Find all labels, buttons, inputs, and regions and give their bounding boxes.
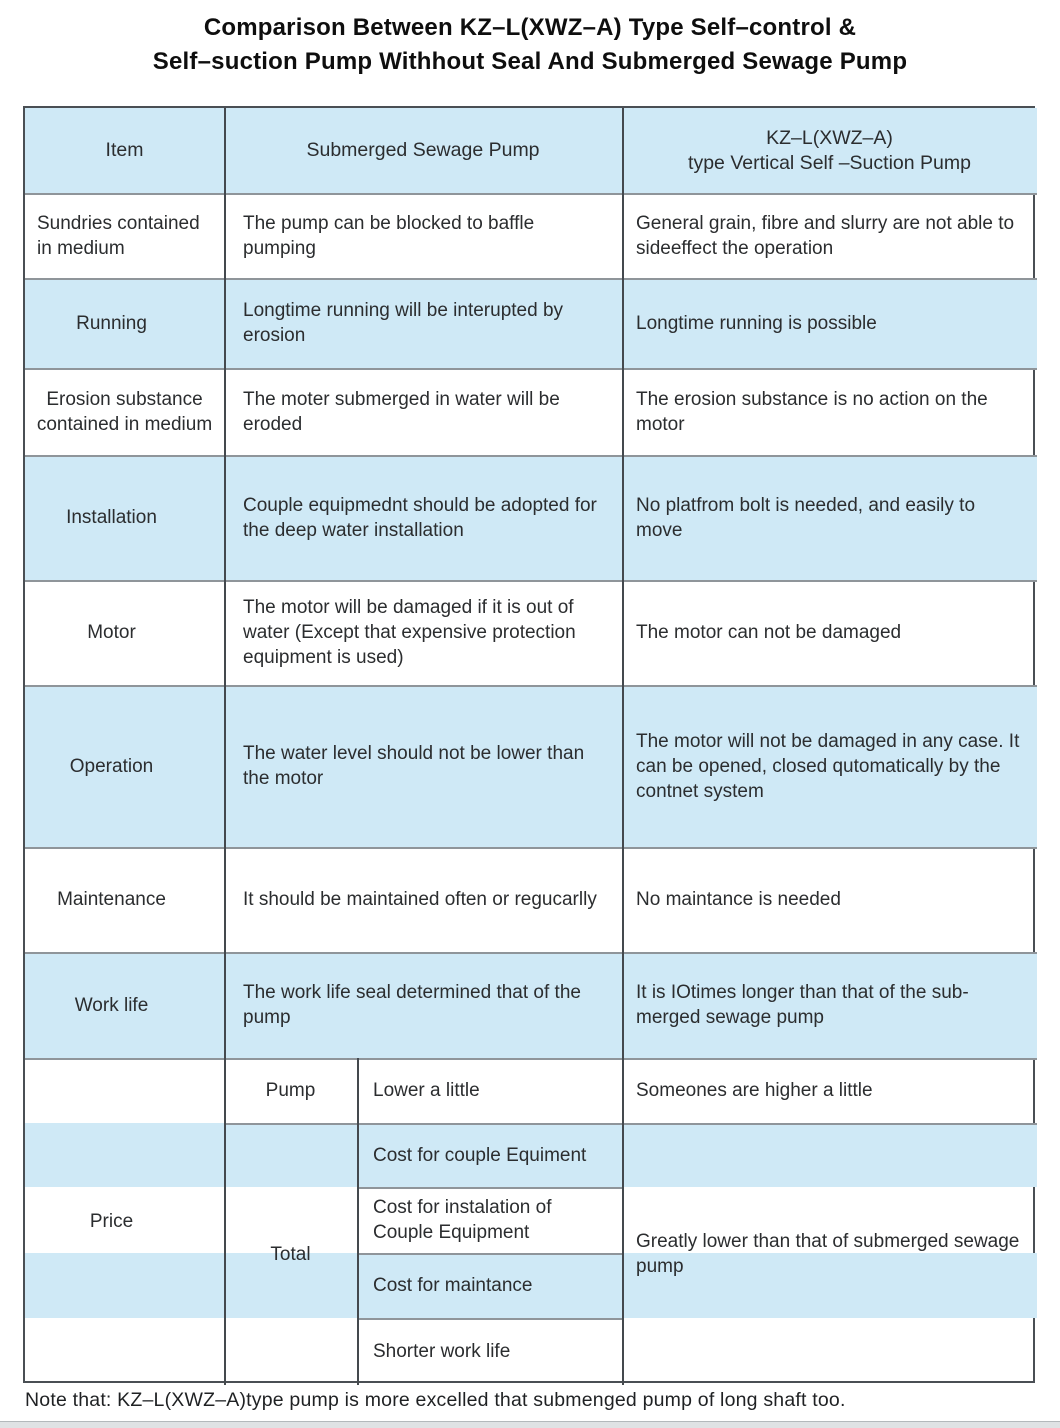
row-label-erosion: Erosion substance contained in medium bbox=[36, 388, 213, 435]
footnote: Note that: KZ–L(XWZ–A)type pump is more excelled that submenged pump of long shaft too. bbox=[25, 1389, 846, 1411]
cell-cost-installation: Cost for instalation of Couple Equipment bbox=[373, 1197, 552, 1243]
cell-installation-submerged: Couple equipmednt should be adopted for the deep water installation bbox=[243, 494, 597, 541]
row-label-price: Price bbox=[89, 1211, 134, 1232]
page-title-line1: Comparison Between KZ–L(XWZ–A) Type Self–control & bbox=[203, 14, 857, 41]
column-divider bbox=[224, 108, 226, 1385]
price-sub-divider bbox=[357, 1058, 359, 1385]
row-label-sundries: Sundries contained in medium bbox=[37, 212, 200, 259]
cell-running-submerged: Longtime running will be interupted by erosion bbox=[243, 300, 564, 346]
header-kzl-line1: KZ–L(XWZ–A) bbox=[766, 126, 893, 149]
header-cell-submerged-pump: Submerged Sewage Pump bbox=[306, 139, 540, 161]
cell-price-total-kzl: Greatly lower than that of submerged sewage pump bbox=[636, 1231, 1020, 1277]
cell-price-pump-submerged: Lower a little bbox=[373, 1080, 480, 1101]
cell-erosion-submerged: The moter submerged in water will be eroded bbox=[243, 388, 560, 435]
cell-price-pump-kzl: Someones are higher a little bbox=[636, 1080, 873, 1101]
cell-sundries-kzl: General grain, fibre and slurry are not able to sideeffect the operation bbox=[636, 212, 1015, 259]
row-label-work-life: Work life bbox=[74, 994, 149, 1016]
page-title bbox=[0, 11, 1060, 79]
cell-maintenance-kzl: No maintance is needed bbox=[636, 889, 841, 910]
row-label-motor: Motor bbox=[87, 622, 136, 643]
gridline bbox=[357, 1187, 622, 1189]
page-title-line2: Self–suction Pump Withhout Seal And Submerged Sewage Pump bbox=[152, 48, 908, 75]
price-sublabel-pump: Pump bbox=[265, 1080, 316, 1101]
header-cell-kzl-pump bbox=[622, 108, 1037, 193]
cell-motor-submerged: The motor will be damaged if it is out of water (Except that expensive protection equipment is used) bbox=[243, 597, 576, 668]
bottom-edge-bar bbox=[0, 1421, 1060, 1428]
cell-operation-submerged: The water level should not be lower than the motor bbox=[243, 743, 585, 789]
cell-cost-maintenance: Cost for maintance bbox=[373, 1275, 533, 1296]
cell-installation-kzl: No platfrom bolt is needed, and easily to move bbox=[636, 494, 976, 541]
price-sublabel-total: Total bbox=[270, 1243, 311, 1265]
row-label-running: Running bbox=[76, 312, 147, 334]
header-kzl-line2: type Vertical Self –Suction Pump bbox=[688, 151, 971, 174]
gridline bbox=[25, 580, 1037, 582]
gridline bbox=[25, 455, 1037, 457]
gridline bbox=[25, 1058, 1037, 1060]
cell-motor-kzl: The motor can not be damaged bbox=[636, 622, 902, 643]
cell-operation-kzl: The motor will not be damaged in any case. It can be opened, closed qutomatically by the contnet system bbox=[636, 730, 1020, 802]
gridline bbox=[25, 685, 1037, 687]
cell-shorter-work-life: Shorter work life bbox=[373, 1341, 511, 1362]
cell-maintenance-submerged: It should be maintained often or regucarlly bbox=[243, 889, 597, 910]
gridline bbox=[357, 1253, 622, 1255]
row-label-installation: Installation bbox=[66, 507, 157, 528]
gridline bbox=[25, 952, 1037, 954]
gridline bbox=[25, 193, 1037, 195]
row-label-operation: Operation bbox=[69, 755, 154, 777]
gridline bbox=[224, 1123, 1037, 1125]
cell-erosion-kzl: The erosion substance is no action on the motor bbox=[636, 388, 988, 435]
column-divider bbox=[622, 108, 624, 1385]
comparison-table bbox=[23, 106, 1035, 1383]
gridline bbox=[25, 847, 1037, 849]
cell-running-kzl: Longtime running is possible bbox=[636, 312, 877, 334]
gridline bbox=[25, 278, 1037, 280]
cell-work-life-submerged: The work life seal determined that of the pump bbox=[243, 982, 581, 1028]
cell-cost-couple-equipment: Cost for couple Equiment bbox=[373, 1144, 587, 1166]
header-cell-item: Item bbox=[105, 139, 144, 161]
row-label-maintenance: Maintenance bbox=[57, 889, 166, 910]
cell-sundries-submerged: The pump can be blocked to baffle pumping bbox=[243, 212, 535, 259]
gridline bbox=[357, 1318, 622, 1320]
cell-work-life-kzl: It is IOtimes longer than that of the sub-merged sewage pump bbox=[636, 982, 969, 1028]
gridline bbox=[25, 368, 1037, 370]
